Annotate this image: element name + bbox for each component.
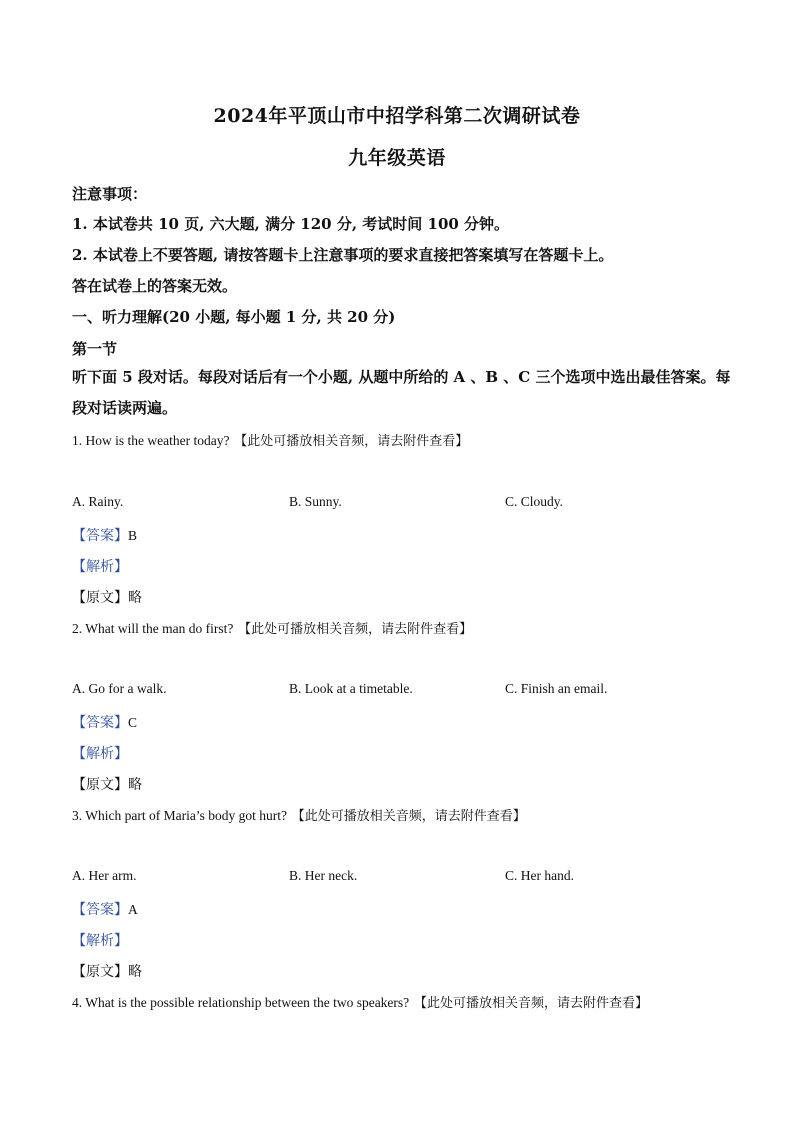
notice-item-3: 答在试卷上的答案无效。 (72, 277, 238, 295)
exam-subtitle: 九年级英语 (348, 147, 446, 169)
option-c: C. Cloudy. (505, 494, 564, 509)
question-text: 2. What will the man do first? (72, 621, 234, 636)
question-1 (72, 430, 732, 449)
audio-note: 【此处可播放相关音频，请去附件查看】 (238, 622, 473, 637)
question-3 (72, 805, 732, 824)
original-row (72, 774, 732, 794)
answer-value: B (128, 528, 138, 543)
answer-value: C (128, 715, 138, 730)
section-title: 一、听力理解(20 小题, 每小题 1 分, 共 20 分) (72, 308, 396, 326)
analysis-label: 【解析】 (72, 933, 128, 949)
original-text: 略 (128, 777, 142, 793)
answer-label: 【答案】 (72, 528, 128, 544)
option-a: A. Go for a walk. (72, 681, 167, 696)
question-2 (72, 618, 732, 637)
option-b: B. Sunny. (289, 494, 342, 509)
answer-row (72, 712, 732, 732)
section-part: 第一节 (72, 340, 118, 358)
original-row (72, 961, 732, 981)
answer-row (72, 525, 732, 545)
answer-label: 【答案】 (72, 715, 128, 731)
notice-heading: 注意事项： (72, 185, 148, 203)
audio-note: 【此处可播放相关音频，请去附件查看】 (234, 434, 469, 449)
answer-label: 【答案】 (72, 902, 128, 918)
original-label: 【原文】 (72, 590, 128, 606)
analysis-label: 【解析】 (72, 559, 128, 575)
answer-value: A (128, 902, 138, 917)
question-text: 3. Which part of Maria’s body got hurt? (72, 808, 287, 823)
question-text: 1. How is the weather today? (72, 433, 230, 448)
original-text: 略 (128, 590, 142, 606)
analysis-row (72, 743, 732, 763)
option-a: A. Rainy. (72, 494, 124, 509)
analysis-row (72, 930, 732, 950)
option-c: C. Finish an email. (505, 681, 608, 696)
notice-item-2: 2. 本试卷上不要答题, 请按答题卡上注意事项的要求直接把答案填写在答题卡上。 (72, 246, 614, 264)
question-4 (72, 992, 732, 1011)
audio-note: 【此处可播放相关音频，请去附件查看】 (413, 996, 648, 1011)
original-text: 略 (128, 964, 142, 980)
audio-note: 【此处可播放相关音频，请去附件查看】 (291, 809, 526, 824)
original-row (72, 587, 732, 607)
analysis-row (72, 556, 732, 576)
section-instruction: 听下面 5 段对话。每段对话后有一个小题, 从题中所给的 A 、B 、C 三个选项中选出最佳答案。每段对话读两遍。 (72, 368, 731, 417)
question-text: 4. What is the possible relationship between the two speakers? (72, 995, 410, 1010)
answer-row (72, 899, 732, 919)
option-b: B. Look at a timetable. (289, 681, 413, 696)
original-label: 【原文】 (72, 777, 128, 793)
notice-item-1: 1. 本试卷共 10 页, 六大题, 满分 120 分, 考试时间 100 分钟。 (72, 215, 510, 233)
option-b: B. Her neck. (289, 868, 358, 883)
option-c: C. Her hand. (505, 868, 574, 883)
option-a: A. Her arm. (72, 868, 137, 883)
analysis-label: 【解析】 (72, 746, 128, 762)
original-label: 【原文】 (72, 964, 128, 980)
exam-title: 2024年平顶山市中招学科第二次调研试卷 (213, 105, 581, 127)
